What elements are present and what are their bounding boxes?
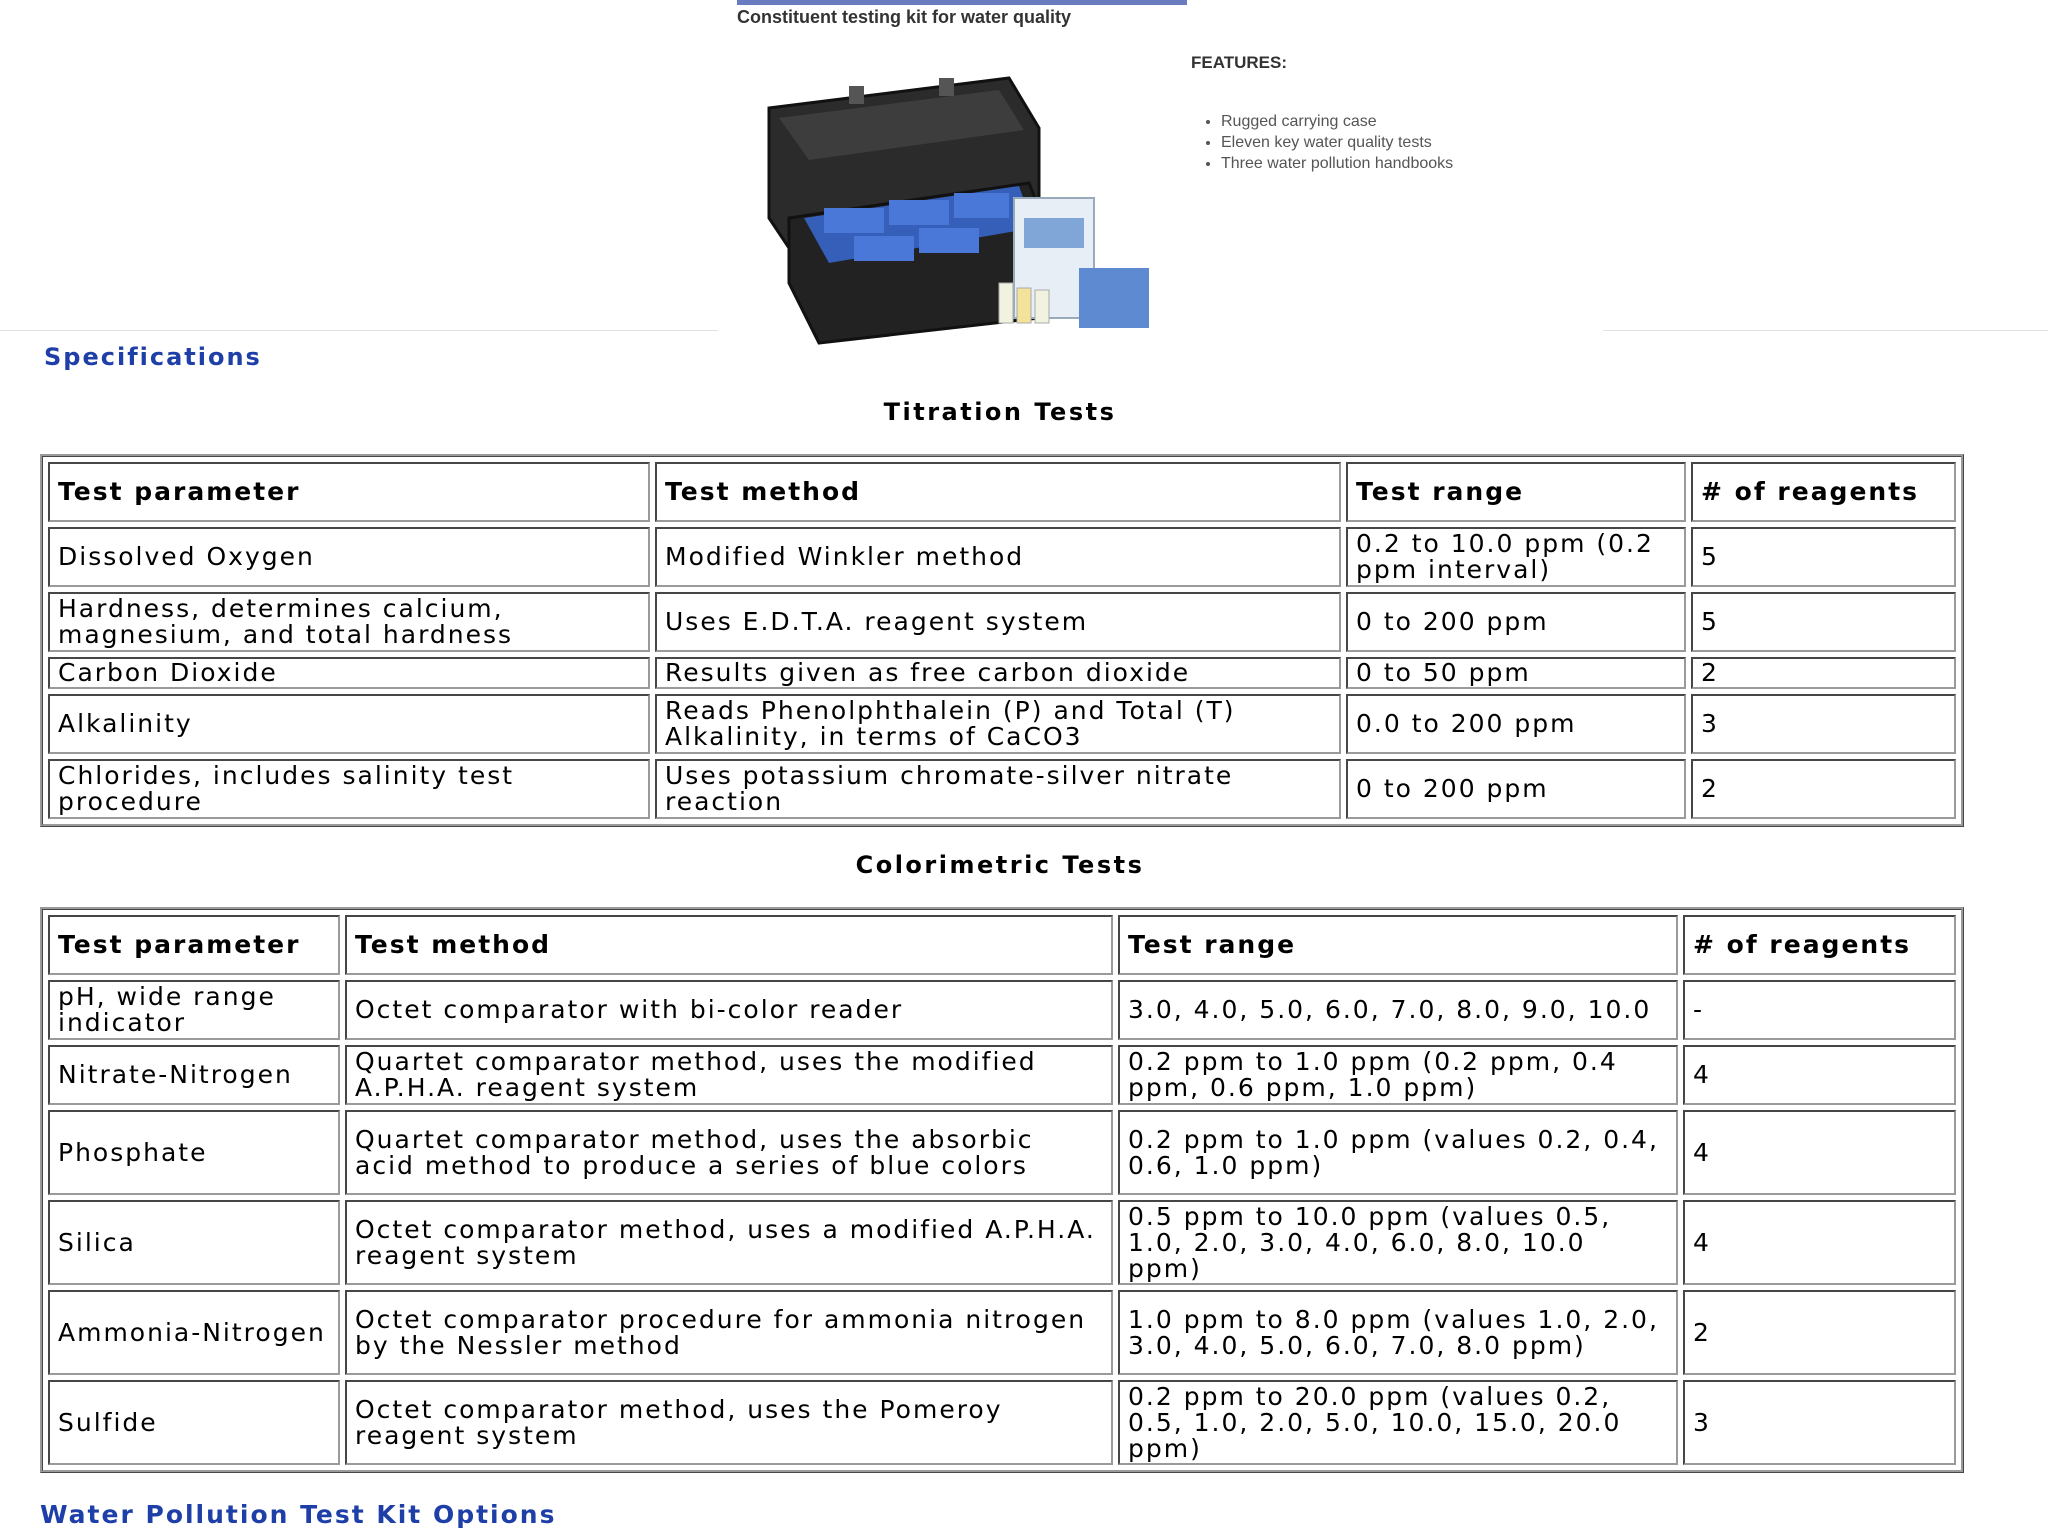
header-test-parameter: Test parameter (48, 915, 340, 975)
table-row (48, 980, 1956, 1040)
feature-item: • Eleven key water quality tests (1221, 132, 1453, 153)
banner-title-strip (737, 0, 1187, 5)
header-test-parameter: Test parameter (48, 462, 650, 522)
cell-method: Modified Winkler method (655, 527, 1341, 587)
cell-method: Uses E.D.T.A. reagent system (655, 592, 1341, 652)
table-header-row (48, 462, 1956, 522)
cell-method: Octet comparator with bi-color reader (345, 980, 1113, 1040)
cell-reagents: 2 (1691, 657, 1956, 689)
feature-item: • Rugged carrying case (1221, 111, 1453, 132)
table-row (48, 1380, 1956, 1465)
test-kit-options-link[interactable]: Water Pollution Test Kit Options (40, 1500, 557, 1529)
cell-range: 0.2 ppm to 1.0 ppm (values 0.2, 0.4, 0.6, 1.0 ppm) (1118, 1110, 1678, 1195)
cell-method: Octet comparator method, uses a modified A.P.H.A. reagent system (345, 1200, 1113, 1285)
titration-tests-caption: Titration Tests (883, 398, 1117, 426)
table-row (48, 592, 1956, 652)
cell-range: 0.0 to 200 ppm (1346, 694, 1686, 754)
feature-item: • Three water pollution handbooks (1221, 153, 1453, 174)
horizontal-rule (1603, 330, 2048, 331)
table-row (48, 759, 1956, 819)
product-banner-image (719, 0, 1602, 350)
header-test-range: Test range (1118, 915, 1678, 975)
specifications-link[interactable]: Specifications (44, 343, 262, 371)
table-row (48, 694, 1956, 754)
features-list (1199, 111, 1453, 174)
cell-range: 0 to 200 ppm (1346, 592, 1686, 652)
cell-reagents: 2 (1691, 759, 1956, 819)
colorimetric-tests-table (40, 907, 1964, 1473)
table-row (48, 527, 1956, 587)
cell-parameter: Carbon Dioxide (48, 657, 650, 689)
cell-parameter: Chlorides, includes salinity test procedure (48, 759, 650, 819)
cell-parameter: Ammonia-Nitrogen (48, 1290, 340, 1375)
cell-parameter: Alkalinity (48, 694, 650, 754)
titration-tests-table (40, 454, 1964, 827)
cell-method: Uses potassium chromate-silver nitrate reaction (655, 759, 1341, 819)
cell-reagents: 5 (1691, 592, 1956, 652)
table-row (48, 1110, 1956, 1195)
cell-method: Reads Phenolphthalein (P) and Total (T) Alkalinity, in terms of CaCO3 (655, 694, 1341, 754)
colorimetric-tests-caption: Colorimetric Tests (855, 851, 1145, 879)
table-row (48, 657, 1956, 689)
cell-reagents: 4 (1683, 1200, 1956, 1285)
cell-parameter: Dissolved Oxygen (48, 527, 650, 587)
header-reagents: # of reagents (1683, 915, 1956, 975)
cell-reagents: 3 (1691, 694, 1956, 754)
cell-parameter: Hardness, determines calcium, magnesium, and total hardness (48, 592, 650, 652)
cell-parameter: Phosphate (48, 1110, 340, 1195)
cell-method: Octet comparator method, uses the Pomeroy reagent system (345, 1380, 1113, 1465)
cell-parameter: Sulfide (48, 1380, 340, 1465)
table-header-row (48, 915, 1956, 975)
cell-method: Quartet comparator method, uses the absorbic acid method to produce a series of blue colors (345, 1110, 1113, 1195)
table-row (48, 1045, 1956, 1105)
cell-range: 3.0, 4.0, 5.0, 6.0, 7.0, 8.0, 9.0, 10.0 (1118, 980, 1678, 1040)
table-row (48, 1200, 1956, 1285)
cell-reagents: 4 (1683, 1110, 1956, 1195)
cell-reagents: 2 (1683, 1290, 1956, 1375)
cell-reagents: 4 (1683, 1045, 1956, 1105)
cell-reagents: 3 (1683, 1380, 1956, 1465)
cell-range: 0.2 ppm to 20.0 ppm (values 0.2, 0.5, 1.0, 2.0, 5.0, 10.0, 15.0, 20.0 ppm) (1118, 1380, 1678, 1465)
features-heading: FEATURES: (1191, 53, 1288, 72)
header-test-range: Test range (1346, 462, 1686, 522)
cell-parameter: Nitrate-Nitrogen (48, 1045, 340, 1105)
banner-subtitle: Constituent testing kit for water quality (737, 7, 1072, 27)
cell-method: Results given as free carbon dioxide (655, 657, 1341, 689)
header-reagents: # of reagents (1691, 462, 1956, 522)
cell-parameter: Silica (48, 1200, 340, 1285)
cell-method: Quartet comparator method, uses the modified A.P.H.A. reagent system (345, 1045, 1113, 1105)
table-row (48, 1290, 1956, 1375)
header-test-method: Test method (345, 915, 1113, 975)
cell-range: 0 to 200 ppm (1346, 759, 1686, 819)
cell-range: 0.5 ppm to 10.0 ppm (values 0.5, 1.0, 2.0, 3.0, 4.0, 6.0, 8.0, 10.0 ppm) (1118, 1200, 1678, 1285)
cell-range: 1.0 ppm to 8.0 ppm (values 1.0, 2.0, 3.0, 4.0, 5.0, 6.0, 7.0, 8.0 ppm) (1118, 1290, 1678, 1375)
carrying-case-photo (749, 68, 1169, 353)
cell-range: 0 to 50 ppm (1346, 657, 1686, 689)
cell-range: 0.2 ppm to 1.0 ppm (0.2 ppm, 0.4 ppm, 0.6 ppm, 1.0 ppm) (1118, 1045, 1678, 1105)
cell-parameter: pH, wide range indicator (48, 980, 340, 1040)
horizontal-rule (0, 330, 718, 331)
header-test-method: Test method (655, 462, 1341, 522)
cell-method: Octet comparator procedure for ammonia nitrogen by the Nessler method (345, 1290, 1113, 1375)
cell-reagents: 5 (1691, 527, 1956, 587)
cell-range: 0.2 to 10.0 ppm (0.2 ppm interval) (1346, 527, 1686, 587)
cell-reagents: - (1683, 980, 1956, 1040)
